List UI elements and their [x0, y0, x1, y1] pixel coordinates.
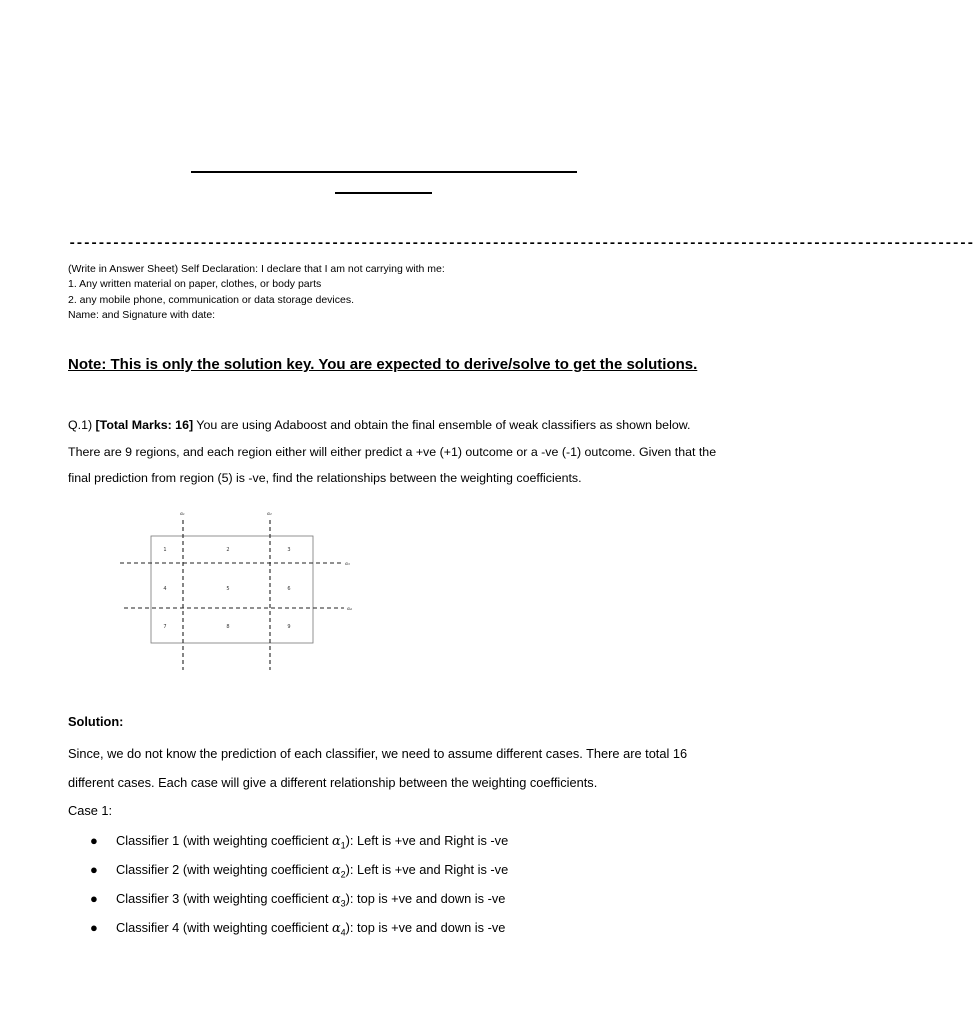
bullet-icon: ●	[90, 920, 98, 935]
region-label: 4	[163, 586, 167, 592]
case-label: Case 1:	[68, 803, 113, 818]
question-marks: [Total Marks: 16]	[95, 418, 194, 432]
bullet-icon: ●	[90, 833, 98, 848]
section-separator: ----------------------------------------------------------------------------------------------------------------------------	[68, 236, 973, 252]
list-item: ● Classifier 2 (with weighting coefficient $\alpha_2$): Left is +ve and Right is -ve	[90, 855, 508, 884]
declaration-line: Name: and Signature with date:	[68, 308, 216, 321]
solution-heading: Solution:	[68, 714, 124, 729]
adaboost-regions-figure	[100, 500, 430, 695]
solution-body	[68, 740, 728, 826]
alpha-label: α₃	[345, 562, 350, 567]
question-1	[68, 412, 718, 492]
region-label: 3	[287, 547, 291, 553]
list-item: ● Classifier 1 (with weighting coefficient $\alpha_1$): Left is +ve and Right is -ve	[90, 826, 508, 855]
region-label: 1	[163, 547, 167, 553]
list-item: ● Classifier 4 (with weighting coefficient $\alpha_4$): top is +ve and down is -ve	[90, 913, 508, 942]
region-label: 6	[287, 586, 291, 592]
alpha-label: α₄	[347, 607, 352, 612]
region-label: 9	[287, 624, 291, 630]
question-prefix: Q.1)	[68, 418, 96, 432]
declaration-line: 1. Any written material on paper, clothes, or body parts	[68, 278, 322, 291]
title-underline	[191, 171, 577, 173]
question-text: You are using Adaboost and obtain the final ensemble of weak classifiers as shown below. There are 9 regions, and each region either will either predict a +ve (+1) outcome or a -ve (-1) outcome. Given that the final prediction from region (5) is -ve, find the relationships between the weighting coefficients.	[68, 418, 717, 485]
self-declaration	[68, 262, 445, 323]
solution-key-note: Note: This is only the solution key. You are expected to derive/solve to get the solutions.	[68, 356, 698, 373]
region-label: 7	[163, 624, 167, 630]
alpha-label: α₁	[180, 512, 185, 517]
bullet-icon: ●	[90, 862, 98, 877]
case-1-list	[90, 826, 508, 942]
declaration-line: 2. any mobile phone, communication or data storage devices.	[68, 293, 354, 306]
bullet-icon: ●	[90, 891, 98, 906]
solution-paragraph: Since, we do not know the prediction of each classifier, we need to assume different cases. There are total 16 different cases. Each case will give a different relationship between the weighting coefficients.	[68, 746, 688, 790]
region-label: 8	[226, 624, 230, 630]
region-label: 2	[226, 547, 230, 553]
region-label: 5	[226, 586, 230, 592]
declaration-line: (Write in Answer Sheet) Self Declaration: I declare that I am not carrying with me:	[68, 263, 445, 275]
alpha-label: α₂	[267, 512, 272, 517]
subtitle-underline	[335, 192, 432, 194]
list-item: ● Classifier 3 (with weighting coefficient $\alpha_3$): top is +ve and down is -ve	[90, 884, 508, 913]
